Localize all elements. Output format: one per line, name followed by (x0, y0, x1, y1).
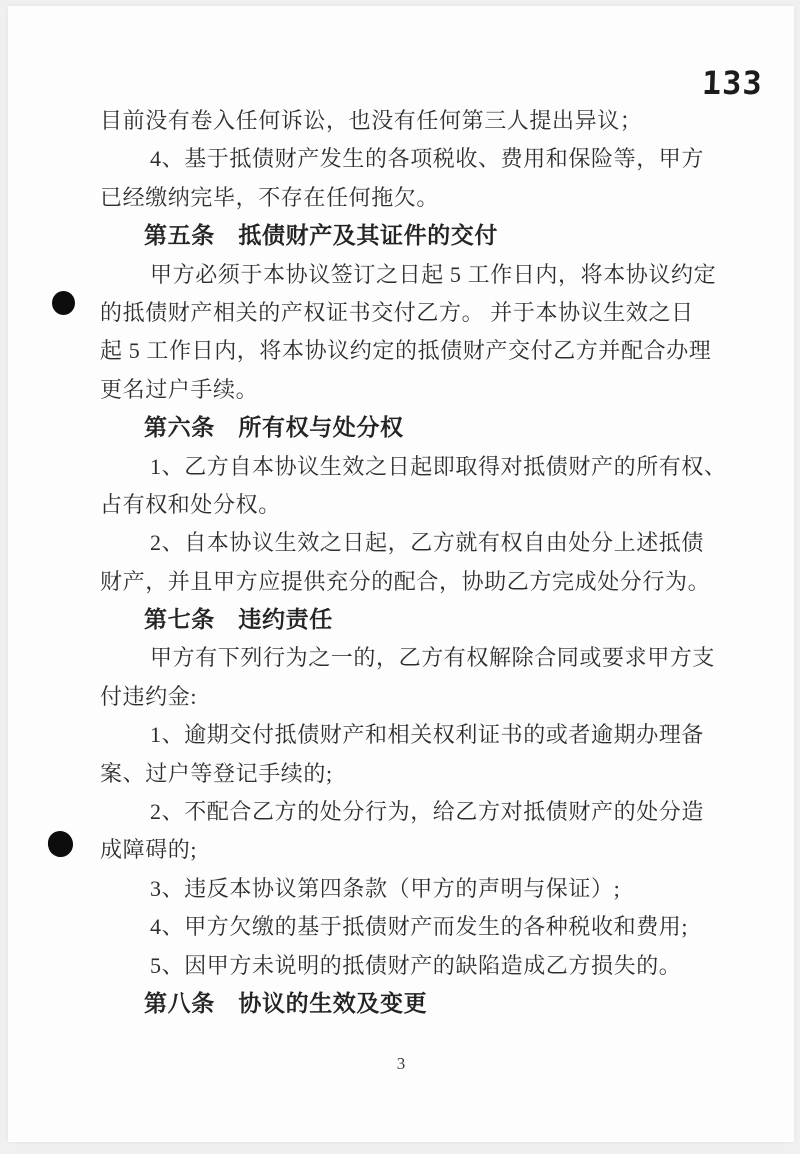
stamp-page-number: 133 (701, 64, 764, 102)
article-7-heading: 第七条 违约责任 (144, 607, 333, 633)
contract-text-line: 甲方必须于本协议签订之日起 5 工作日内，将本协议约定 (150, 261, 717, 287)
contract-text-line: 占有权和处分权。 (100, 491, 281, 517)
contract-text-line: 4、甲方欠缴的基于抵债财产而发生的各种税收和费用; (150, 914, 689, 940)
article-5-heading: 第五条 抵债财产及其证件的交付 (144, 223, 498, 249)
article-6-heading: 第六条 所有权与处分权 (144, 415, 404, 441)
contract-text-line: 付违约金: (100, 683, 198, 709)
contract-text-line: 起 5 工作日内，将本协议约定的抵债财产交付乙方并配合办理 (100, 338, 712, 364)
contract-text-line: 已经缴纳完毕，不存在任何拖欠。 (100, 184, 440, 210)
contract-text-line: 2、不配合乙方的处分行为，给乙方对抵债财产的处分造 (150, 799, 705, 825)
contract-text-line: 3、违反本协议第四条款（甲方的声明与保证）; (150, 875, 621, 901)
contract-body (100, 102, 727, 1023)
punch-hole-mark-bottom (46, 829, 74, 858)
contract-text-line: 1、乙方自本协议生效之日起即取得对抵债财产的所有权、 (150, 453, 727, 479)
contract-text-line: 1、逾期交付抵债财产和相关权利证书的或者逾期办理备 (150, 722, 705, 748)
contract-text-line: 5、因甲方未说明的抵债财产的缺陷造成乙方损失的。 (150, 952, 682, 978)
footer-page-number: 3 (396, 1054, 406, 1073)
contract-text-line: 2、自本协议生效之日起，乙方就有权自由处分上述抵债 (150, 530, 705, 556)
contract-text-line: 更名过户手续。 (100, 376, 259, 402)
contract-text-line: 的抵债财产相关的产权证书交付乙方。 并于本协议生效之日 (100, 299, 694, 325)
document-page (8, 6, 794, 1142)
contract-text-line: 甲方有下列行为之一的，乙方有权解除合同或要求甲方支 (150, 645, 716, 671)
contract-text-line: 4、基于抵债财产发生的各项税收、费用和保险等，甲方 (150, 146, 705, 172)
contract-text-line: 财产，并且甲方应提供充分的配合，协助乙方完成处分行为。 (100, 568, 711, 594)
contract-text-line: 案、过户等登记手续的; (100, 760, 333, 786)
contract-text-line: 成障碍的; (100, 837, 198, 863)
punch-hole-mark-top (52, 291, 75, 315)
contract-text-line: 目前没有卷入任何诉讼，也没有任何第三人提出异议； (100, 108, 643, 133)
article-8-heading: 第八条 协议的生效及变更 (144, 990, 428, 1016)
